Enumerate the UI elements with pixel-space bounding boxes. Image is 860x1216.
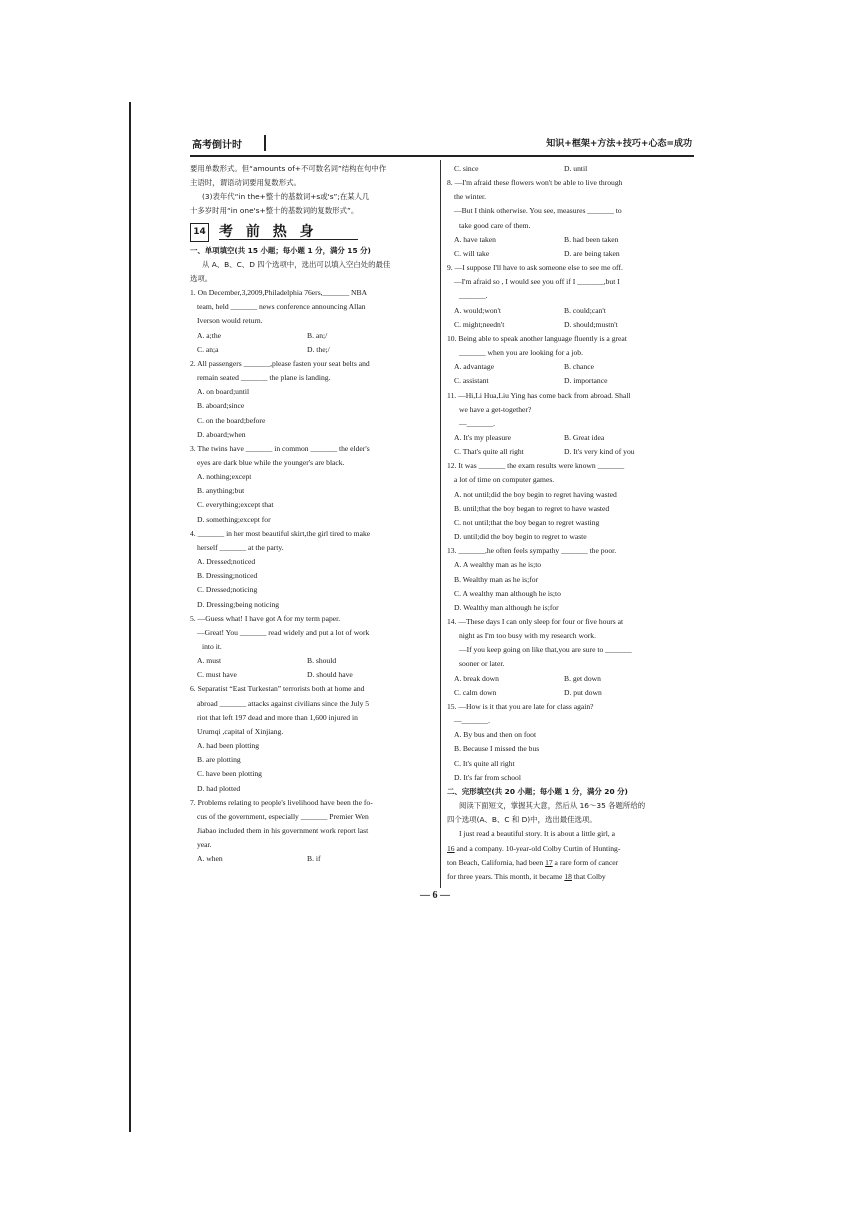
question-line: the winter.	[454, 192, 487, 202]
option-b: B. Great idea	[564, 432, 605, 442]
option-d: D. should have	[307, 670, 353, 680]
option-c: C. an;a	[197, 344, 219, 354]
option-a: A. Dressed;noticed	[197, 557, 256, 567]
passage-line	[447, 856, 693, 870]
part1-instruction: 选项。	[190, 273, 213, 283]
part1-title: 一、单项填空(共 15 小题；每小题 1 分，满分 15 分)	[190, 245, 371, 255]
question-1	[190, 286, 430, 357]
question-line: 8. —I'm afraid these flowers won't be able to live through	[447, 178, 623, 188]
question-10	[447, 332, 693, 389]
option-b: B. chance	[564, 362, 594, 372]
question-line: 12. It was _______ the exam results were known _______	[447, 461, 625, 471]
intro-line: 主语时，谓语动词要用复数形式。	[190, 178, 301, 188]
question-line: Jiabao included them in his government work report last	[197, 826, 369, 836]
option-c: C. on the board;before	[197, 415, 266, 425]
option-c: C. everything;except that	[197, 500, 274, 510]
option-d: D. It's far from school	[454, 772, 521, 782]
option-b: B. Dressing;noticed	[197, 571, 258, 581]
question-line: take good care of them.	[459, 220, 531, 230]
right-column	[447, 162, 693, 884]
option-d: D. had plotted	[197, 783, 241, 793]
question-4	[190, 527, 430, 612]
passage-text: and a company. 10-year-old Colby Curtin of Hunting-	[454, 843, 621, 853]
header-right-title: 知识+框架+方法+技巧+心态=成功	[546, 139, 692, 149]
option-c: C. Dressed;noticing	[197, 585, 258, 595]
option-c: C. will take	[454, 248, 490, 258]
option-c: C. have been plotting	[197, 769, 262, 779]
question-11	[447, 389, 693, 460]
option-c: C. That's quite all right	[454, 447, 524, 457]
question-line: _______ when you are looking for a job.	[459, 348, 584, 358]
question-3	[190, 442, 430, 527]
option-a: A. must	[197, 656, 222, 666]
option-b: B. are plotting	[197, 755, 241, 765]
question-8	[447, 176, 693, 261]
question-line: eyes are dark blue while the younger's are black.	[197, 457, 345, 467]
question-line: into it.	[202, 642, 222, 651]
option-a: A. have taken	[454, 234, 496, 244]
passage-line: I just read a beautiful story. It is about a little girl, a	[459, 829, 615, 839]
option-b: B. had been taken	[564, 234, 619, 244]
option-a: A. on board;until	[197, 387, 250, 397]
option-a: A. would;won't	[454, 305, 501, 315]
question-line: we have a get-together?	[459, 404, 532, 414]
question-9	[447, 261, 693, 332]
question-2	[190, 357, 430, 442]
option-b: B. Wealthy man as he is;for	[454, 574, 539, 584]
question-line: _______.	[459, 291, 488, 301]
blank-number: 16	[447, 843, 455, 853]
option-a: A. break down	[454, 673, 499, 683]
option-b: B. get down	[564, 673, 601, 683]
option-a: A. It's my pleasure	[454, 432, 512, 442]
question-line: 14. —These days I can only sleep for four or five hours at	[447, 617, 624, 626]
intro-line: (3)表年代“in the+整十的基数词+s或's”;在某人几	[202, 192, 370, 202]
column-divider	[440, 160, 441, 888]
header-left-title: 高考倒计时	[192, 140, 242, 151]
question-line: 2. All passengers _______,please fasten your seat belts and	[190, 358, 370, 368]
question-line: 10. Being able to speak another language fluently is a great	[447, 333, 627, 343]
intro-line: 十多岁时用“in one's+整十的基数词的复数形式”。	[190, 206, 359, 216]
passage-text: that Colby	[571, 871, 606, 881]
question-line: Iverson would return.	[197, 316, 263, 326]
question-line: cus of the government, especially _______ Premier Wen	[197, 811, 369, 821]
question-14	[447, 615, 693, 700]
part2-instruction: 阅读下面短文，掌握其大意，然后从 16～35 各题所给的	[459, 801, 646, 811]
question-7	[190, 796, 430, 867]
option-a: A. a;the	[197, 330, 222, 340]
option-c: C. A wealthy man although he is;to	[454, 588, 561, 598]
question-line: 5. —Guess what! I have got A for my term paper.	[190, 613, 341, 623]
section-heading	[190, 223, 430, 242]
question-line: 13. _______,he often feels sympathy _______ the poor.	[447, 546, 617, 556]
option-b: B. an;/	[307, 330, 328, 340]
question-line: team, held _______ news conference announcing Allan	[197, 302, 366, 312]
option-d: D. something;except for	[197, 514, 271, 524]
option-b: B. should	[307, 656, 337, 666]
question-line: 9. —I suppose I'll have to ask someone else to see me off.	[447, 263, 623, 273]
option-a: A. when	[197, 854, 223, 864]
option-d: D. aboard;when	[197, 429, 246, 439]
question-5	[190, 612, 430, 683]
option-c: C. It's quite all right	[454, 758, 515, 768]
question-line: sooner or later.	[459, 659, 505, 669]
option-d: D. importance	[564, 376, 608, 386]
option-a: A. advantage	[454, 362, 495, 372]
page-number: — 6 —	[420, 890, 450, 901]
passage-text: for three years. This month, it became	[447, 871, 565, 881]
question-13	[447, 544, 693, 615]
question-6	[190, 682, 430, 795]
question-line: —_______.	[459, 418, 496, 428]
question-15	[447, 700, 693, 785]
option-d: D. It's very kind of you	[564, 447, 635, 457]
question-line: abroad _______ attacks against civilians since the July 5	[197, 698, 370, 708]
header-separator	[264, 135, 266, 151]
intro-line: 要用单数形式。但“amounts of+不可数名词”结构在句中作	[190, 164, 387, 173]
question-line: 3. The twins have _______ in common _______ the elder's	[190, 443, 370, 453]
option-b: B. if	[307, 854, 321, 864]
question-line: —_______.	[454, 716, 491, 726]
option-c: C. calm down	[454, 687, 497, 697]
option-a: A. nothing;except	[197, 472, 252, 482]
part1-instruction: 从 A、B、C、D 四个选项中，选出可以填入空白处的最佳	[202, 259, 391, 269]
question-line: night as I'm too busy with my research work.	[459, 631, 596, 641]
page-header	[190, 135, 694, 157]
question-line: 7. Problems relating to people's livelihood have been the fo-	[190, 797, 373, 807]
question-line: 15. —How is it that you are late for class again?	[447, 701, 594, 711]
question-line: Urumqi ,capital of Xinjiang.	[197, 726, 284, 736]
passage-text: ton Beach, California, had been	[447, 857, 546, 867]
question-line: a lot of time on computer games.	[454, 475, 555, 485]
option-c: C. must have	[197, 670, 237, 680]
section-number-badge: 14	[190, 223, 209, 242]
option-b: B. could;can't	[564, 305, 606, 315]
part2-title: 二、完形填空(共 20 小题；每小题 1 分，满分 20 分)	[447, 786, 628, 796]
question-line: 11. —Hi,Li Hua,Liu Ying has come back from abroad. Shall	[447, 390, 631, 400]
option-c: C. might;needn't	[454, 319, 505, 329]
option-d: D. the;/	[307, 344, 330, 354]
option-d: D. Wealthy man although he is;for	[454, 602, 559, 612]
option-c: C. not until;that the boy began to regret wasting	[454, 517, 600, 527]
blank-number: 18	[564, 871, 572, 881]
question-line: —But I think otherwise. You see, measures _______ to	[454, 206, 622, 216]
option-b: B. anything;but	[197, 486, 245, 496]
passage-line	[447, 842, 693, 856]
option-a: A. By bus and then on foot	[454, 730, 537, 740]
option-c: C. since	[454, 164, 479, 173]
question-line: 4. _______ in her most beautiful skirt,the girl tired to make	[190, 528, 371, 538]
part2-instruction: 四个选项(A、B、C 和 D)中，选出最佳选项。	[447, 815, 597, 825]
question-line: 1. On December,3,2009,Philadelphia 76ers,_______ NBA	[190, 288, 368, 298]
question-line: 6. Separatist “East Turkestan” terrorists both at home and	[190, 684, 365, 694]
option-d: D. until	[564, 164, 588, 173]
option-b: B. until;that the boy began to regret to have wasted	[454, 503, 610, 513]
option-a: A. A wealthy man as he is;to	[454, 560, 542, 570]
question-line: year.	[197, 840, 212, 850]
question-line: —If you keep going on like that,you are sure to _______	[459, 645, 632, 655]
passage-text: a rare form of cancer	[552, 857, 619, 867]
scan-edge-line	[129, 102, 131, 1132]
option-a: A. had been plotting	[197, 741, 260, 751]
option-d: D. until;did the boy begin to regret to waste	[454, 532, 587, 542]
question-line: —I'm afraid so , I would see you off if I _______,but I	[454, 277, 620, 287]
option-b: B. aboard;since	[197, 401, 245, 411]
question-line: remain seated _______ the plane is landing.	[197, 373, 331, 383]
option-b: B. Because I missed the bus	[454, 744, 540, 754]
option-c: C. assistant	[454, 376, 489, 386]
option-d: D. Dressing;being noticing	[197, 599, 280, 609]
left-column	[190, 162, 430, 867]
option-d: D. should;mustn't	[564, 319, 618, 329]
option-d: D. put down	[564, 687, 602, 697]
option-a: A. not until;did the boy begin to regret having wasted	[454, 489, 617, 499]
question-line: herself _______ at the party.	[197, 542, 284, 552]
section-title: 考 前 热 身	[219, 225, 358, 240]
option-d: D. are being taken	[564, 248, 620, 258]
question-line: —Great! You _______ read widely and put a lot of work	[197, 627, 370, 637]
blank-number: 17	[545, 857, 553, 867]
passage-line	[447, 870, 693, 884]
question-line: riot that left 197 dead and more than 1,600 injured in	[197, 712, 358, 722]
question-12	[447, 459, 693, 544]
